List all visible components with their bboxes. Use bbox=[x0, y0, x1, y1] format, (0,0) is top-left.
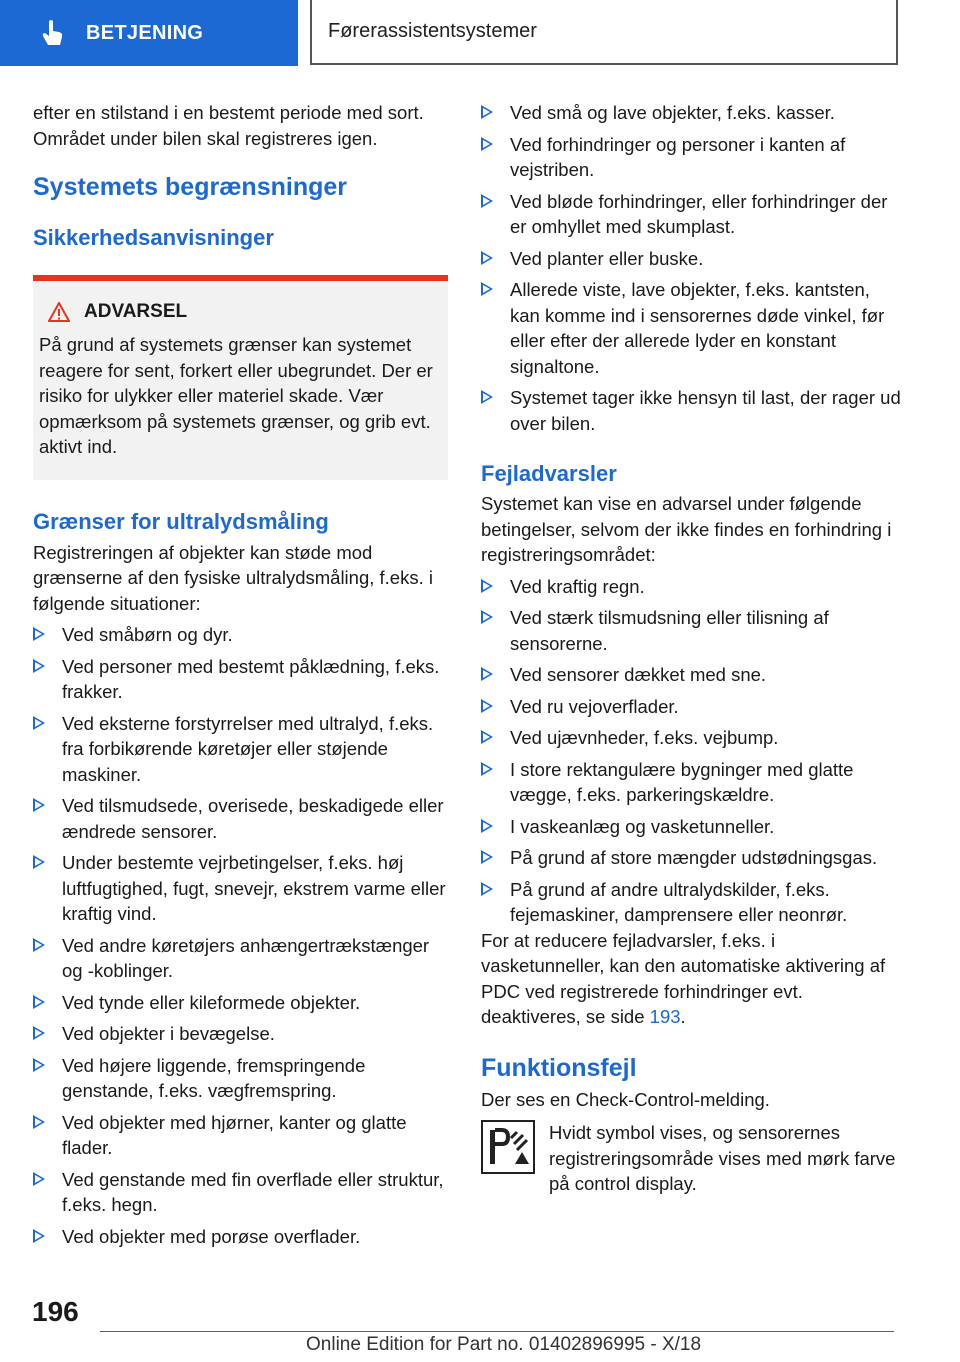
bullet-arrow-icon bbox=[481, 667, 493, 681]
bullet-arrow-icon bbox=[481, 882, 493, 896]
list-item-text: På grund af store mængder udstødningsgas. bbox=[510, 847, 878, 868]
reduce-text bbox=[481, 928, 901, 1030]
list-item-text: På grund af andre ultralydskilder, f.eks. fejemaskiner, damprensere eller neonrør. bbox=[510, 878, 848, 925]
bullet-arrow-icon bbox=[481, 699, 493, 713]
list-item-text: Under bestemte vejrbetingelser, f.eks. høj luftfugtighed, fugt, snevejr, ekstrem varme eller kraftig vind. bbox=[62, 852, 446, 924]
ultrasonic-list bbox=[33, 622, 448, 1249]
list-item bbox=[33, 990, 448, 1016]
list-item bbox=[33, 1110, 448, 1161]
bullet-arrow-icon bbox=[33, 659, 45, 673]
chapter-tab[interactable] bbox=[0, 0, 298, 66]
list-item bbox=[481, 845, 901, 871]
list-item-text: Ved højere liggende, fremspringende genstande, f.eks. vægfremspring. bbox=[62, 1054, 366, 1101]
list-item bbox=[481, 814, 901, 840]
bullet-arrow-icon bbox=[33, 855, 45, 869]
bullet-arrow-icon bbox=[481, 579, 493, 593]
list-item bbox=[33, 1167, 448, 1218]
list-item-text: Ved små og lave objekter, f.eks. kasser. bbox=[510, 102, 835, 123]
warning-box bbox=[33, 275, 448, 480]
list-item bbox=[481, 189, 901, 240]
list-item-text: Ved planter eller buske. bbox=[510, 247, 704, 269]
intro-text: efter en stilstand i en bestemt periode med sort. Området under bilen skal registreres igen. bbox=[33, 102, 424, 149]
heading-faults: Fejladvarsler bbox=[481, 461, 617, 486]
list-item bbox=[481, 574, 901, 600]
heading-ultrasonic: Grænser for ultralydsmåling bbox=[33, 508, 329, 534]
list-item bbox=[481, 100, 901, 126]
list-item bbox=[33, 1021, 448, 1047]
heading-safety: Sikkerhedsanvisninger bbox=[33, 225, 274, 250]
bullet-arrow-icon bbox=[481, 762, 493, 776]
warning-title bbox=[39, 301, 442, 323]
warning-triangle-icon bbox=[48, 302, 70, 322]
list-item-text: Ved sensorer dækket med sne. bbox=[510, 664, 767, 685]
faults-intro: Systemet kan vise en advarsel under følgende betingelser, selvom der ikke findes en forhindring i registreringsområdet: bbox=[481, 493, 892, 565]
list-item bbox=[481, 877, 901, 928]
bullet-arrow-icon bbox=[481, 819, 493, 833]
faults-list bbox=[481, 574, 901, 928]
hand-pointer-icon bbox=[38, 18, 68, 48]
symbol-row bbox=[481, 1120, 901, 1197]
list-item bbox=[33, 793, 448, 844]
bullet-arrow-icon bbox=[33, 1229, 45, 1243]
list-item bbox=[481, 132, 901, 183]
list-item bbox=[481, 277, 901, 379]
bullet-arrow-icon bbox=[33, 716, 45, 730]
list-item-text: Ved objekter med hjørner, kanter og glatte flader. bbox=[62, 1111, 407, 1158]
page-number: 196 bbox=[32, 1296, 79, 1327]
bullet-arrow-icon bbox=[481, 137, 493, 151]
list-item-text: Ved tynde eller kileformede objekter. bbox=[62, 991, 361, 1013]
footer-divider bbox=[100, 1331, 894, 1332]
list-item bbox=[33, 1224, 448, 1250]
list-item-text: Ved objekter med porøse overflader. bbox=[62, 1225, 361, 1247]
list-item-text: Ved genstande med fin overflade eller struktur, f.eks. hegn. bbox=[62, 1168, 444, 1215]
bullet-arrow-icon bbox=[481, 251, 493, 265]
ultrasonic-intro: Registreringen af objekter kan støde mod grænserne af den fysiske ultralydsmåling, f.eks. i følgende situationer: bbox=[33, 541, 433, 614]
page-link[interactable]: 193 bbox=[649, 1006, 681, 1027]
list-item bbox=[481, 605, 901, 656]
list-item bbox=[481, 694, 901, 720]
bullet-arrow-icon bbox=[481, 282, 493, 296]
reduce-text-body: For at reducere fejladvarsler, f.eks. i vasketunneller, kan den automatiske aktivering af PDC ved registrerede forhindringer evt. deaktiveres, se side bbox=[481, 929, 886, 1027]
list-item-text: I vaskeanlæg og vasketunneller. bbox=[510, 815, 775, 837]
bullet-arrow-icon bbox=[481, 610, 493, 624]
list-item bbox=[33, 622, 448, 648]
chapter-label: BETJENING bbox=[86, 21, 204, 44]
left-column bbox=[33, 100, 448, 1249]
list-item bbox=[33, 1053, 448, 1104]
pdc-sensor-icon bbox=[481, 1120, 535, 1174]
right-column bbox=[481, 100, 901, 1197]
list-item-text: Ved forhindringer og personer i kanten af vejstriben. bbox=[510, 133, 846, 180]
list-item-text: Ved ru vejoverflader. bbox=[510, 695, 679, 717]
list-item-text: Ved personer med bestemt påklædning, f.eks. frakker. bbox=[62, 655, 440, 702]
list-item-text: Ved bløde forhindringer, eller forhindringer der er omhyllet med skumplast. bbox=[510, 190, 888, 237]
bullet-arrow-icon bbox=[33, 1115, 45, 1129]
list-item-text: Ved objekter i bevægelse. bbox=[62, 1023, 275, 1044]
symbol-text: Hvidt symbol vises, og sensorernes registreringsområde vises med mørk farve på control display. bbox=[549, 1122, 896, 1194]
list-item-text: Ved andre køretøjers anhængertrækstænger og -koblinger. bbox=[62, 934, 430, 981]
list-item-text: Allerede viste, lave objekter, f.eks. kantsten, kan komme ind i sensorernes døde vinkel, før eller efter der allerede lyder en konstant signaltone. bbox=[510, 279, 885, 377]
bullet-arrow-icon bbox=[33, 1026, 45, 1040]
list-item-text: Ved tilsmudsede, overisede, beskadigede eller ændrede sensorer. bbox=[62, 795, 444, 842]
list-item-text: Systemet tager ikke hensyn til last, der rager ud over bilen. bbox=[510, 387, 901, 434]
list-item-text: Ved stærk tilsmudsning eller tilisning af sensorerne. bbox=[510, 607, 829, 654]
list-item-text: Ved ujævnheder, f.eks. vejbump. bbox=[510, 727, 779, 748]
bullet-arrow-icon bbox=[481, 390, 493, 404]
section-title: Førerassistentsystemer bbox=[328, 20, 537, 42]
list-item bbox=[481, 385, 901, 436]
list-item bbox=[481, 725, 901, 751]
heading-malfunction: Funktionsfejl bbox=[481, 1053, 637, 1082]
bullet-arrow-icon bbox=[33, 798, 45, 812]
section-header bbox=[310, 0, 898, 65]
reduce-text-period: . bbox=[680, 1006, 686, 1027]
footer-edition: Online Edition for Part no. 01402896995 - X/18 bbox=[306, 1334, 702, 1355]
malfunction-text: Der ses en Check-Control-melding. bbox=[481, 1088, 770, 1110]
list-item bbox=[33, 933, 448, 984]
limits-list-continued bbox=[481, 100, 901, 436]
heading-limits: Systemets begrænsninger bbox=[33, 173, 347, 201]
bullet-arrow-icon bbox=[481, 730, 493, 744]
bullet-arrow-icon bbox=[33, 1058, 45, 1072]
list-item-text: Ved småbørn og dyr. bbox=[62, 624, 233, 645]
list-item bbox=[33, 654, 448, 705]
bullet-arrow-icon bbox=[481, 105, 493, 119]
bullet-arrow-icon bbox=[33, 995, 45, 1009]
list-item-text: Ved kraftig regn. bbox=[510, 575, 645, 597]
list-item-text: Ved eksterne forstyrrelser med ultralyd, f.eks. fra forbikørende køretøjer eller støjende maskiner. bbox=[62, 712, 434, 785]
warning-text: På grund af systemets grænser kan systemet reagere for sent, forkert eller ubegrundet. Der er risiko for ulykker eller materiel skade. Vær opmærksom på systemets grænser, og grib evt. aktivt ind. bbox=[39, 334, 433, 457]
list-item-text: I store rektangulære bygninger med glatte vægge, f.eks. parkeringskældre. bbox=[510, 758, 854, 805]
list-item bbox=[33, 850, 448, 927]
bullet-arrow-icon bbox=[33, 627, 45, 641]
list-item bbox=[481, 757, 901, 808]
bullet-arrow-icon bbox=[481, 850, 493, 864]
bullet-arrow-icon bbox=[33, 1172, 45, 1186]
list-item bbox=[33, 711, 448, 788]
warning-label: ADVARSEL bbox=[84, 301, 188, 322]
list-item bbox=[481, 662, 901, 688]
list-item bbox=[481, 246, 901, 272]
bullet-arrow-icon bbox=[33, 938, 45, 952]
bullet-arrow-icon bbox=[481, 194, 493, 208]
